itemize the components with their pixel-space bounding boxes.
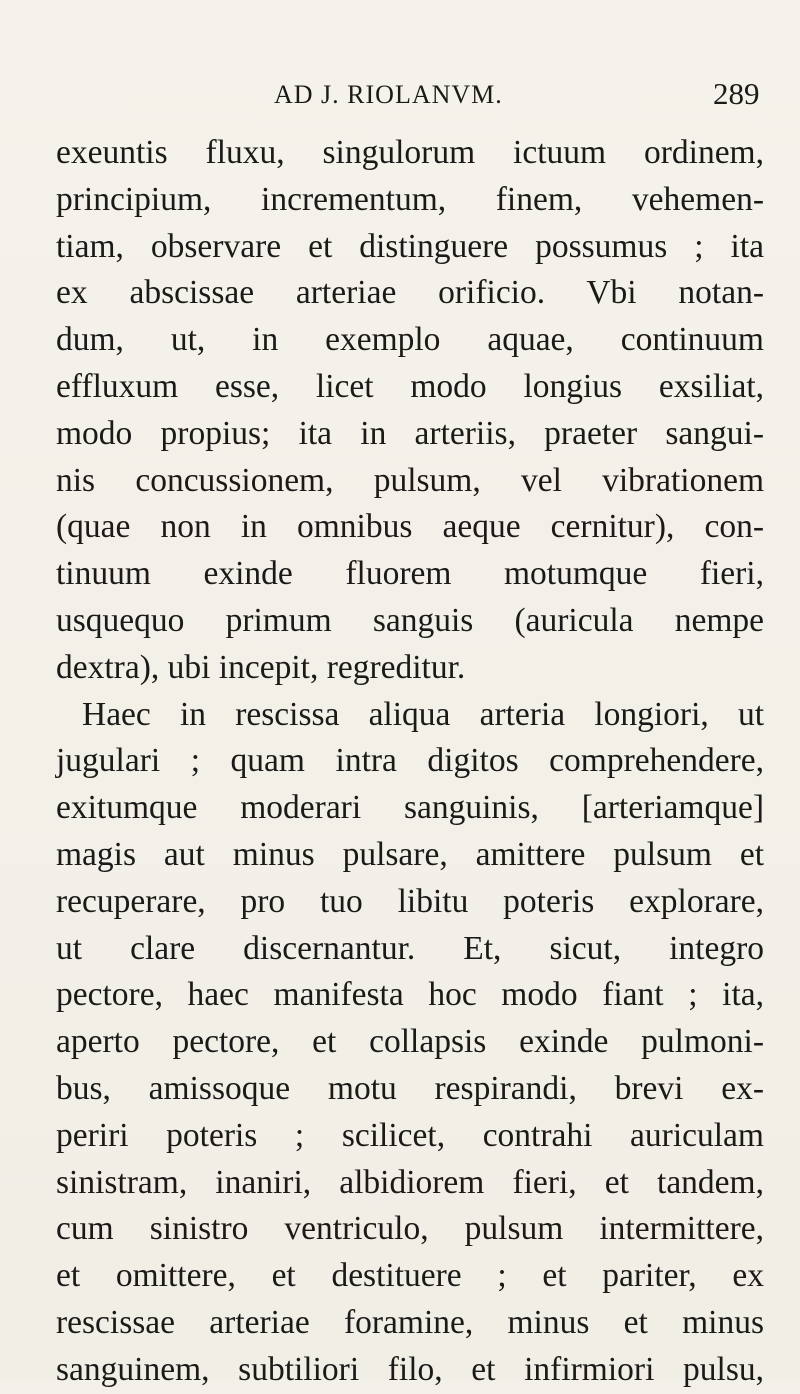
- text-line: exeuntis fluxu, singulorum ictuum ordinem,: [56, 134, 764, 171]
- text-line: effluxum esse, licet modo longius exsiliat,: [56, 367, 764, 405]
- running-head: AD J. RIOLANVM.: [274, 80, 503, 109]
- text-line: (quae non in omnibus aeque cernitur), con-: [56, 508, 764, 546]
- paragraph-end-line: dextra), ubi incepit, regreditur.: [56, 648, 466, 686]
- text-line: exitumque moderari sanguinis, [arteriamque]: [56, 789, 764, 827]
- paragraph-start-line: Haec in rescissa aliqua arteria longiori, ut: [82, 695, 764, 733]
- text-line: sinistram, inaniri, albidiorem fieri, et tandem,: [56, 1163, 764, 1201]
- text-line: tiam, observare et distinguere possumus ; ita: [56, 227, 764, 265]
- text-line: principium, incrementum, finem, vehemen-: [56, 180, 764, 218]
- text-line: magis aut minus pulsare, amittere pulsum et: [56, 835, 764, 873]
- text-line: et omittere, et destituere ; et pariter, ex: [56, 1257, 764, 1295]
- text-line: modo propius; ita in arteriis, praeter sangui-: [56, 414, 764, 452]
- text-line: rescissae arteriae foramine, minus et minus: [56, 1303, 764, 1341]
- text-line: pectore, haec manifesta hoc modo fiant ; ita,: [56, 976, 764, 1014]
- text-line: recuperare, pro tuo libitu poteris explorare,: [56, 882, 764, 920]
- text-line: tinuum exinde fluorem motumque fieri,: [56, 555, 764, 593]
- text-line: cum sinistro ventriculo, pulsum intermittere,: [56, 1210, 764, 1248]
- text-line: dum, ut, in exemplo aquae, continuum: [56, 321, 764, 359]
- text-line: periri poteris ; scilicet, contrahi auriculam: [56, 1116, 764, 1154]
- text-line: nis concussionem, pulsum, vel vibrationem: [56, 461, 764, 499]
- text-line: ex abscissae arteriae orificio. Vbi notan-: [56, 274, 764, 312]
- text-line: usquequo primum sanguis (auricula nempe: [56, 601, 764, 639]
- text-line: bus, amissoque motu respirandi, brevi ex-: [56, 1069, 764, 1107]
- text-line: ut clare discernantur. Et, sicut, integro: [56, 929, 764, 967]
- text-line: sanguinem, subtiliori filo, et infirmiori pulsu,: [56, 1350, 764, 1388]
- page-number: 289: [713, 76, 760, 111]
- text-line: aperto pectore, et collapsis exinde pulmoni-: [56, 1023, 764, 1061]
- text-line: jugulari ; quam intra digitos comprehendere,: [56, 742, 764, 780]
- page-header: [0, 62, 800, 111]
- body-text: [56, 130, 764, 1394]
